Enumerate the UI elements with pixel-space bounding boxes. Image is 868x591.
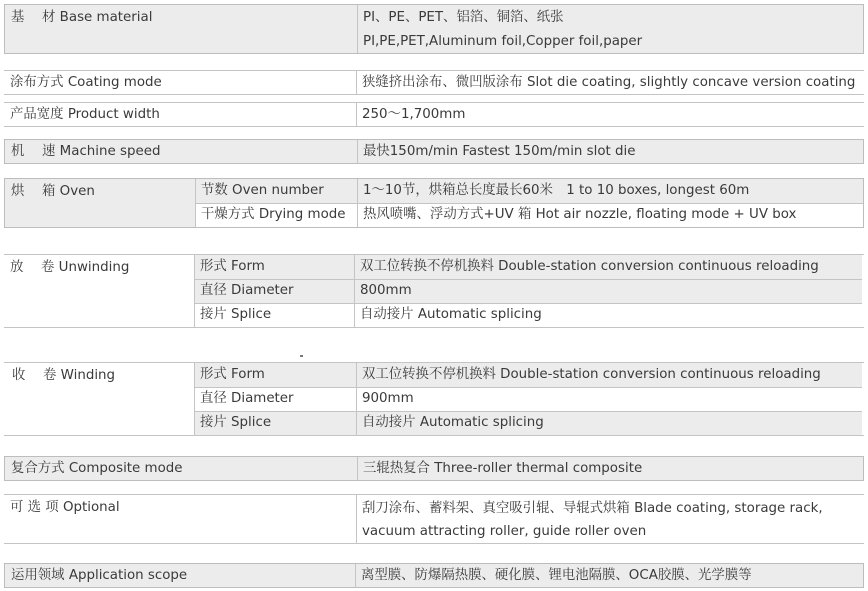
oven-row-drying: [195, 203, 863, 227]
divider: [357, 457, 358, 480]
unwinding-row-form: [194, 255, 862, 279]
drying-mode-label: 干燥方式 Drying mode: [201, 207, 346, 222]
application-scope-label: 运用领域 Application scope: [11, 568, 188, 583]
application-scope-block: [4, 563, 864, 588]
divider: [357, 140, 358, 163]
row-separator: [195, 203, 863, 204]
base-material-value-cn: PI、PE、PET、铝箔、铜箔、纸张: [363, 10, 564, 25]
coating-mode-block: [4, 70, 864, 95]
winding-form-label: 形式 Form: [200, 367, 265, 382]
drying-mode-value: 热风喷嘴、浮动方式+UV 箱 Hot air nozzle, floating mode + UV box: [363, 207, 797, 222]
divider: [355, 564, 356, 587]
optional-value-line2: vacuum attracting roller, guide roller oven: [362, 524, 647, 539]
unwinding-form-label: 形式 Form: [200, 259, 265, 274]
composite-mode-block: [4, 456, 864, 481]
product-width-label: 产品宽度 Product width: [10, 107, 160, 122]
winding-row-form: [194, 363, 862, 387]
winding-splice-label: 接片 Splice: [200, 415, 272, 430]
product-width-value: 250～1,700mm: [362, 107, 466, 122]
winding-label: 收 卷 Winding: [12, 368, 116, 383]
divider: [356, 71, 357, 94]
optional-value-line1: 刮刀涂布、蓄料架、真空吸引辊、导辊式烘箱 Blade coating, storage rack,: [362, 501, 823, 516]
composite-mode-value: 三辊热复合 Three-roller thermal composite: [363, 461, 643, 476]
unwinding-splice-label: 接片 Splice: [200, 307, 272, 322]
unwinding-diameter-label: 直径 Diameter: [200, 283, 294, 298]
row-separator: [194, 387, 862, 388]
winding-row-splice: [194, 411, 862, 435]
unwinding-form-value: 双工位转换不停机换料 Double-station conversion continuous reloading: [360, 259, 819, 274]
divider: [194, 255, 195, 327]
base-material-block: [4, 4, 864, 54]
machine-speed-block: [4, 139, 864, 164]
winding-splice-value: 自动接片 Automatic splicing: [362, 415, 544, 430]
oven-row-number: [195, 179, 863, 203]
coating-mode-value: 狭缝挤出涂布、微凹版涂布 Slot die coating, slightly concave version coating: [362, 75, 856, 90]
base-material-value-en: PI,PE,PET,Aluminum foil,Copper foil,paper: [363, 34, 643, 49]
oven-number-label: 节数 Oven number: [201, 183, 324, 198]
row-separator: [194, 411, 862, 412]
winding-diameter-label: 直径 Diameter: [200, 391, 294, 406]
winding-form-value: 双工位转换不停机换料 Double-station conversion continuous reloading: [362, 367, 821, 382]
unwinding-row-splice: [194, 303, 862, 327]
divider: [357, 5, 358, 53]
product-width-block: [4, 102, 864, 127]
optional-label: 可 选 项 Optional: [10, 500, 120, 515]
oven-label: 烘 箱 Oven: [11, 184, 95, 199]
divider: [194, 363, 195, 435]
unwinding-row-diameter: [194, 279, 862, 303]
coating-mode-label: 涂布方式 Coating mode: [10, 75, 162, 90]
unwinding-diameter-value: 800mm: [360, 283, 412, 298]
optional-block: [4, 494, 864, 544]
divider: [356, 495, 357, 543]
row-separator: [194, 279, 862, 280]
oven-number-value: 1～10节，烘箱总长度最长60米 1 to 10 boxes, longest 60m: [363, 183, 750, 198]
oven-block: [4, 178, 864, 228]
application-scope-value: 离型膜、防爆隔热膜、硬化膜、锂电池隔膜、OCA胶膜、光学膜等: [361, 568, 752, 583]
winding-row-diameter: [194, 387, 862, 411]
machine-speed-label: 机 速 Machine speed: [11, 144, 161, 159]
unwinding-block: [4, 254, 864, 328]
winding-diameter-value: 900mm: [362, 391, 414, 406]
composite-mode-label: 复合方式 Composite mode: [11, 461, 183, 476]
divider: [356, 103, 357, 126]
separator-mark: [300, 355, 303, 357]
divider: [356, 363, 357, 435]
divider: [354, 255, 355, 327]
base-material-label: 基 材 Base material: [11, 10, 153, 25]
unwinding-label: 放 卷 Unwinding: [10, 260, 130, 275]
row-separator: [194, 303, 862, 304]
machine-speed-value: 最快150m/min Fastest 150m/min slot die: [363, 144, 636, 159]
winding-block: [4, 362, 864, 436]
unwinding-splice-value: 自动接片 Automatic splicing: [360, 307, 542, 322]
